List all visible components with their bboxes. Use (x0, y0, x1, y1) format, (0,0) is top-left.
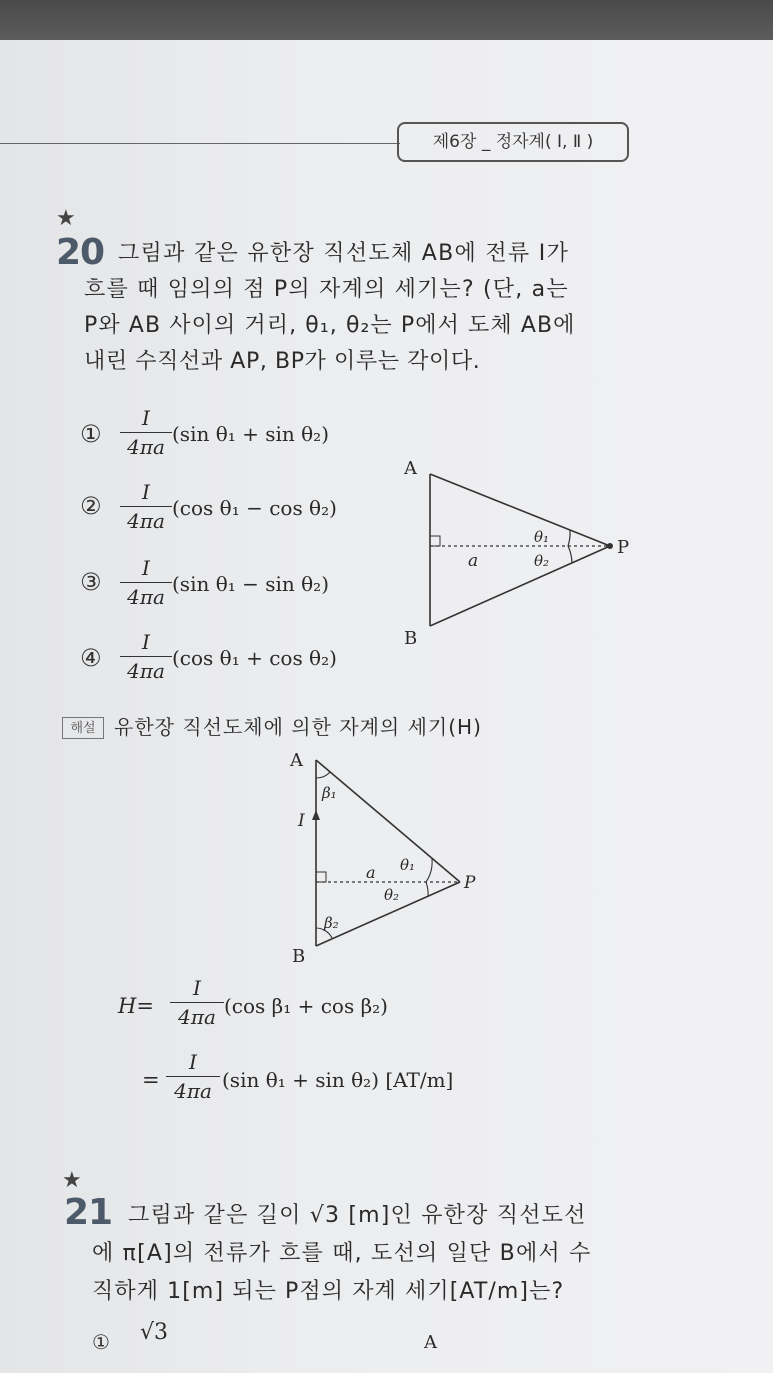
option-fraction (120, 406, 172, 459)
fraction-denominator: 4πa (178, 1005, 216, 1029)
solution-title: 유한장 직선도체에 의한 자계의 세기(H) (114, 715, 482, 739)
fraction-bar (120, 506, 172, 507)
solution-figure (280, 742, 510, 972)
fraction-denominator: 4πa (127, 659, 165, 683)
label-distance-a: a (366, 863, 376, 882)
question-text-line: 직하게 1[m] 되는 P점의 자계 세기[AT/m]는? (92, 1279, 565, 1304)
book-page (0, 40, 773, 1373)
label-theta2: θ₂ (384, 886, 400, 904)
line-ap (430, 474, 610, 546)
equation-expression: (cos β₁ + cos β₂) (224, 994, 388, 1018)
header-rule (0, 143, 400, 144)
equation-fraction (166, 1050, 220, 1103)
fraction-denominator: 4πa (127, 509, 165, 533)
question-text-line: 내린 수직선과 AP, BP가 이루는 각이다. (84, 349, 481, 374)
question-text-line: 에 π[A]의 전류가 흐를 때, 도선의 일단 B에서 수 (92, 1241, 592, 1266)
label-current-i: I (298, 811, 305, 831)
equation-lhs: = (142, 1068, 160, 1092)
option-fraction (120, 556, 172, 609)
label-b-vertex: B (404, 628, 418, 644)
label-beta2: β₂ (324, 914, 339, 932)
label-theta1: θ₁ (534, 528, 550, 546)
option-fraction (120, 480, 172, 533)
question-number: 21 (64, 1192, 113, 1233)
label-a-vertex: A (404, 458, 417, 479)
fraction-denominator: 4πa (127, 585, 165, 609)
angle-arc-theta2 (568, 546, 572, 563)
label-p: P (464, 873, 476, 893)
fraction-numerator: I (189, 1050, 197, 1074)
question-text-line: P와 AB 사이의 거리, θ₁, θ₂는 P에서 도체 AB에 (84, 313, 576, 338)
label-theta1: θ₁ (400, 856, 416, 874)
label-theta2: θ₂ (534, 552, 550, 570)
option-number: ④ (80, 644, 102, 672)
question-number: 20 (56, 232, 105, 273)
solution-tag: 해설 (62, 717, 104, 739)
chapter-tag: 제6장 _ 정자계( Ⅰ, Ⅱ ) (397, 122, 629, 162)
option-number: ② (80, 492, 102, 520)
fraction-bar (120, 582, 172, 583)
right-angle-mark (430, 536, 440, 546)
angle-arc-theta2 (426, 882, 428, 897)
fraction-bar (120, 432, 172, 433)
option-number: ① (80, 420, 102, 448)
equation-fraction (170, 976, 224, 1029)
current-arrow-icon (312, 810, 320, 820)
fraction-bar (166, 1076, 220, 1077)
question-text-line: 흐를 때 임의의 점 P의 자계의 세기는? (단, a는 (84, 277, 569, 302)
option-expression: (cos θ₁ − cos θ₂) (172, 496, 337, 520)
fraction-numerator: I (142, 556, 150, 580)
fraction-bar (120, 656, 172, 657)
angle-arc-beta1 (316, 772, 330, 778)
option-number: ① (92, 1330, 110, 1354)
option-fraction (120, 630, 172, 683)
label-b-vertex: B (292, 946, 306, 967)
right-angle-mark (316, 872, 326, 882)
option-expression: (cos θ₁ + cos θ₂) (172, 646, 337, 670)
figure-label-a: A (424, 1332, 437, 1353)
fraction-denominator: 4πa (127, 435, 165, 459)
fraction-numerator: I (142, 480, 150, 504)
line-ap (316, 760, 460, 882)
fraction-numerator: I (142, 406, 150, 430)
label-distance-a: a (468, 551, 479, 571)
difficulty-star-icon: ★ (62, 1168, 82, 1193)
page-background-top (0, 0, 773, 40)
line-bp (430, 546, 610, 626)
option-expression: (sin θ₁ + sin θ₂) (172, 422, 329, 446)
point-p (607, 543, 613, 549)
option-number: ③ (80, 568, 102, 596)
angle-arc-theta1 (568, 530, 570, 546)
question-text-line: 그림과 같은 유한장 직선도체 AB에 전류 I가 (118, 241, 570, 266)
fraction-bar (170, 1002, 224, 1003)
label-p: P (617, 537, 630, 558)
difficulty-star-icon: ★ (56, 206, 76, 231)
fraction-denominator: 4πa (174, 1079, 212, 1103)
equation-lhs: H= (118, 994, 154, 1018)
fraction-numerator: I (193, 976, 201, 1000)
option-expression: (sin θ₁ − sin θ₂) (172, 572, 329, 596)
angle-arc-theta1 (426, 859, 432, 882)
option-value: √3 (140, 1320, 169, 1345)
question-20-figure (396, 454, 646, 644)
fraction-numerator: I (142, 630, 150, 654)
label-a-vertex: A (290, 750, 303, 771)
label-beta1: β₁ (322, 784, 337, 802)
equation-expression: (sin θ₁ + sin θ₂) [AT/m] (222, 1068, 454, 1092)
question-text-line: 그림과 같은 길이 √3 [m]인 유한장 직선도선 (128, 1203, 587, 1228)
